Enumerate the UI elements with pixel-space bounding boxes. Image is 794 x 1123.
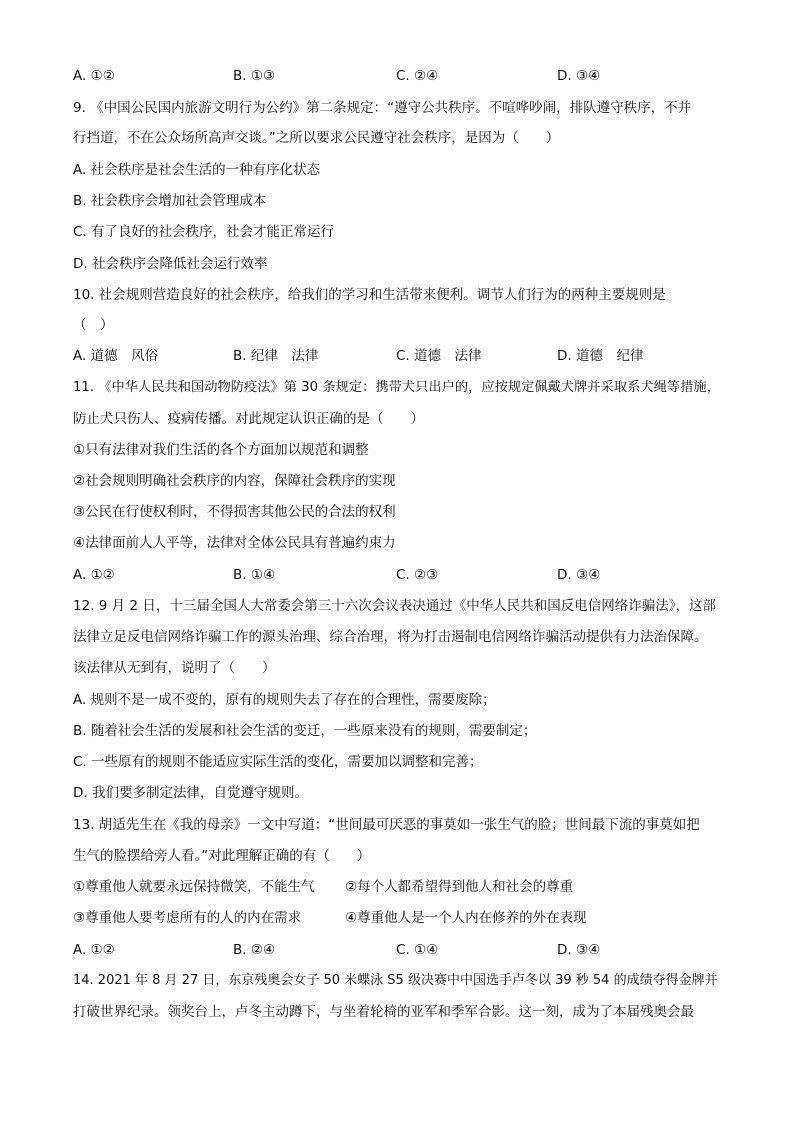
q10-option-a: A. 道德 风俗 <box>73 348 159 364</box>
q12-option-c: C. 一些原有的规则不能适应实际生活的变化，需要加以调整和完善； <box>73 754 483 770</box>
q10-stem-line-1: 10. 社会规则营造良好的社会秩序，给我们的学习和生活带来便利。调节人们行为的两种主要规则是 <box>73 287 666 303</box>
q13-option-c: C. ①④ <box>396 942 439 958</box>
q9-stem-line-2: 行挡道，不在公众场所高声交谈。”之所以要求公民遵守社会秩序，是因为（ ） <box>73 130 560 146</box>
q13-statement-3: ③尊重他人要考虑所有的人的内在需求 <box>73 910 302 926</box>
q10-option-b: B. 纪律 法律 <box>233 348 319 364</box>
q12-option-d: D. 我们要多制定法律，自觉遵守规则。 <box>73 785 308 801</box>
q11-statement-2: ②社会规则明确社会秩序的内容，保障社会秩序的实现 <box>73 473 396 489</box>
q11-statement-1: ①只有法律对我们生活的各个方面加以规范和调整 <box>73 442 369 458</box>
q13-statement-1: ①尊重他人就要永远保持微笑，不能生气 <box>73 879 315 895</box>
q9-option-b: B. 社会秩序会增加社会管理成本 <box>73 193 267 209</box>
q10-option-d: D. 道德 纪律 <box>557 348 644 364</box>
q9-option-a: A. 社会秩序是社会生活的一种有序化状态 <box>73 162 321 178</box>
q11-statement-4: ④法律面前人人平等，法律对全体公民具有普遍约束力 <box>73 535 396 551</box>
q8-option-d: D. ③④ <box>557 68 601 84</box>
q8-option-b: B. ①③ <box>233 68 276 84</box>
q12-stem-line-2: 法律立足反电信网络诈骗工作的源头治理、综合治理，将为打击遏制电信网络诈骗活动提供有力法治保障。 <box>73 629 708 645</box>
q12-stem-line-1: 12. 9 月 2 日，十三届全国人大常委会第三十六次会议表决通过《中华人民共和国反电信网络诈骗法》，这部 <box>73 598 717 614</box>
q11-statement-3: ③公民在行使权利时，不得损害其他公民的合法的权利 <box>73 504 396 520</box>
q13-statement-2: ②每个人都希望得到他人和社会的尊重 <box>345 879 574 895</box>
q9-stem-line-1: 9. 《中国公民国内旅游文明行为公约》第二条规定：“遵守公共秩序。不喧哗吵闹，排队遵守秩序，不并 <box>73 100 692 116</box>
q11-stem-line-1: 11. 《中华人民共和国动物防疫法》第 30 条规定：携带犬只出户的，应按规定佩戴犬牌并采取系犬绳等措施， <box>73 380 720 395</box>
q10-stem-line-2: （ ） <box>73 317 114 333</box>
q8-option-c: C. ②④ <box>396 68 439 84</box>
q11-option-d: D. ③④ <box>557 567 601 583</box>
q12-stem-line-3: 该法律从无到有，说明了（ ） <box>73 660 276 676</box>
q13-option-d: D. ③④ <box>557 942 601 958</box>
q10-option-c: C. 道德 法律 <box>396 348 482 364</box>
q8-option-a: A. ①② <box>73 68 115 84</box>
q13-stem-line-2: 生气的脸摆给旁人看。”对此理解正确的有（ ） <box>73 848 371 864</box>
q11-option-b: B. ①④ <box>233 567 276 583</box>
q9-option-d: D. 社会秩序会降低社会运行效率 <box>73 256 268 272</box>
q11-option-c: C. ②③ <box>396 567 439 583</box>
q11-option-a: A. ①② <box>73 567 115 583</box>
q9-option-c: C. 有了良好的社会秩序，社会才能正常运行 <box>73 224 335 240</box>
q13-option-b: B. ②④ <box>233 942 276 958</box>
q13-statement-4: ④尊重他人是一个人内在修养的外在表现 <box>345 910 587 926</box>
q13-option-a: A. ①② <box>73 942 115 958</box>
q12-option-a: A. 规则不是一成不变的，原有的规则失去了存在的合理性，需要废除； <box>73 692 496 708</box>
q14-stem-line-1: 14. 2021 年 8 月 27 日，东京残奥会女子 50 米蝶泳 S5 级决赛中中国选手卢冬以 39 秒 54 的成绩夺得金牌并 <box>73 973 718 988</box>
q12-option-b: B. 随着社会生活的发展和社会生活的变迁，一些原来没有的规则，需要制定； <box>73 723 537 739</box>
q11-stem-line-2: 防止犬只伤人、疫病传播。对此规定认识正确的是（ ） <box>73 411 424 427</box>
q14-stem-line-2: 打破世界纪录。领奖台上，卢冬主动蹲下，与坐着轮椅的亚军和季军合影。这一刻，成为了本届残奥会最 <box>73 1004 694 1020</box>
q13-stem-line-1: 13. 胡适先生在《我的母亲》一文中写道：“世间最可厌恶的事莫如一张生气的脸；世间最下流的事莫如把 <box>73 817 700 833</box>
